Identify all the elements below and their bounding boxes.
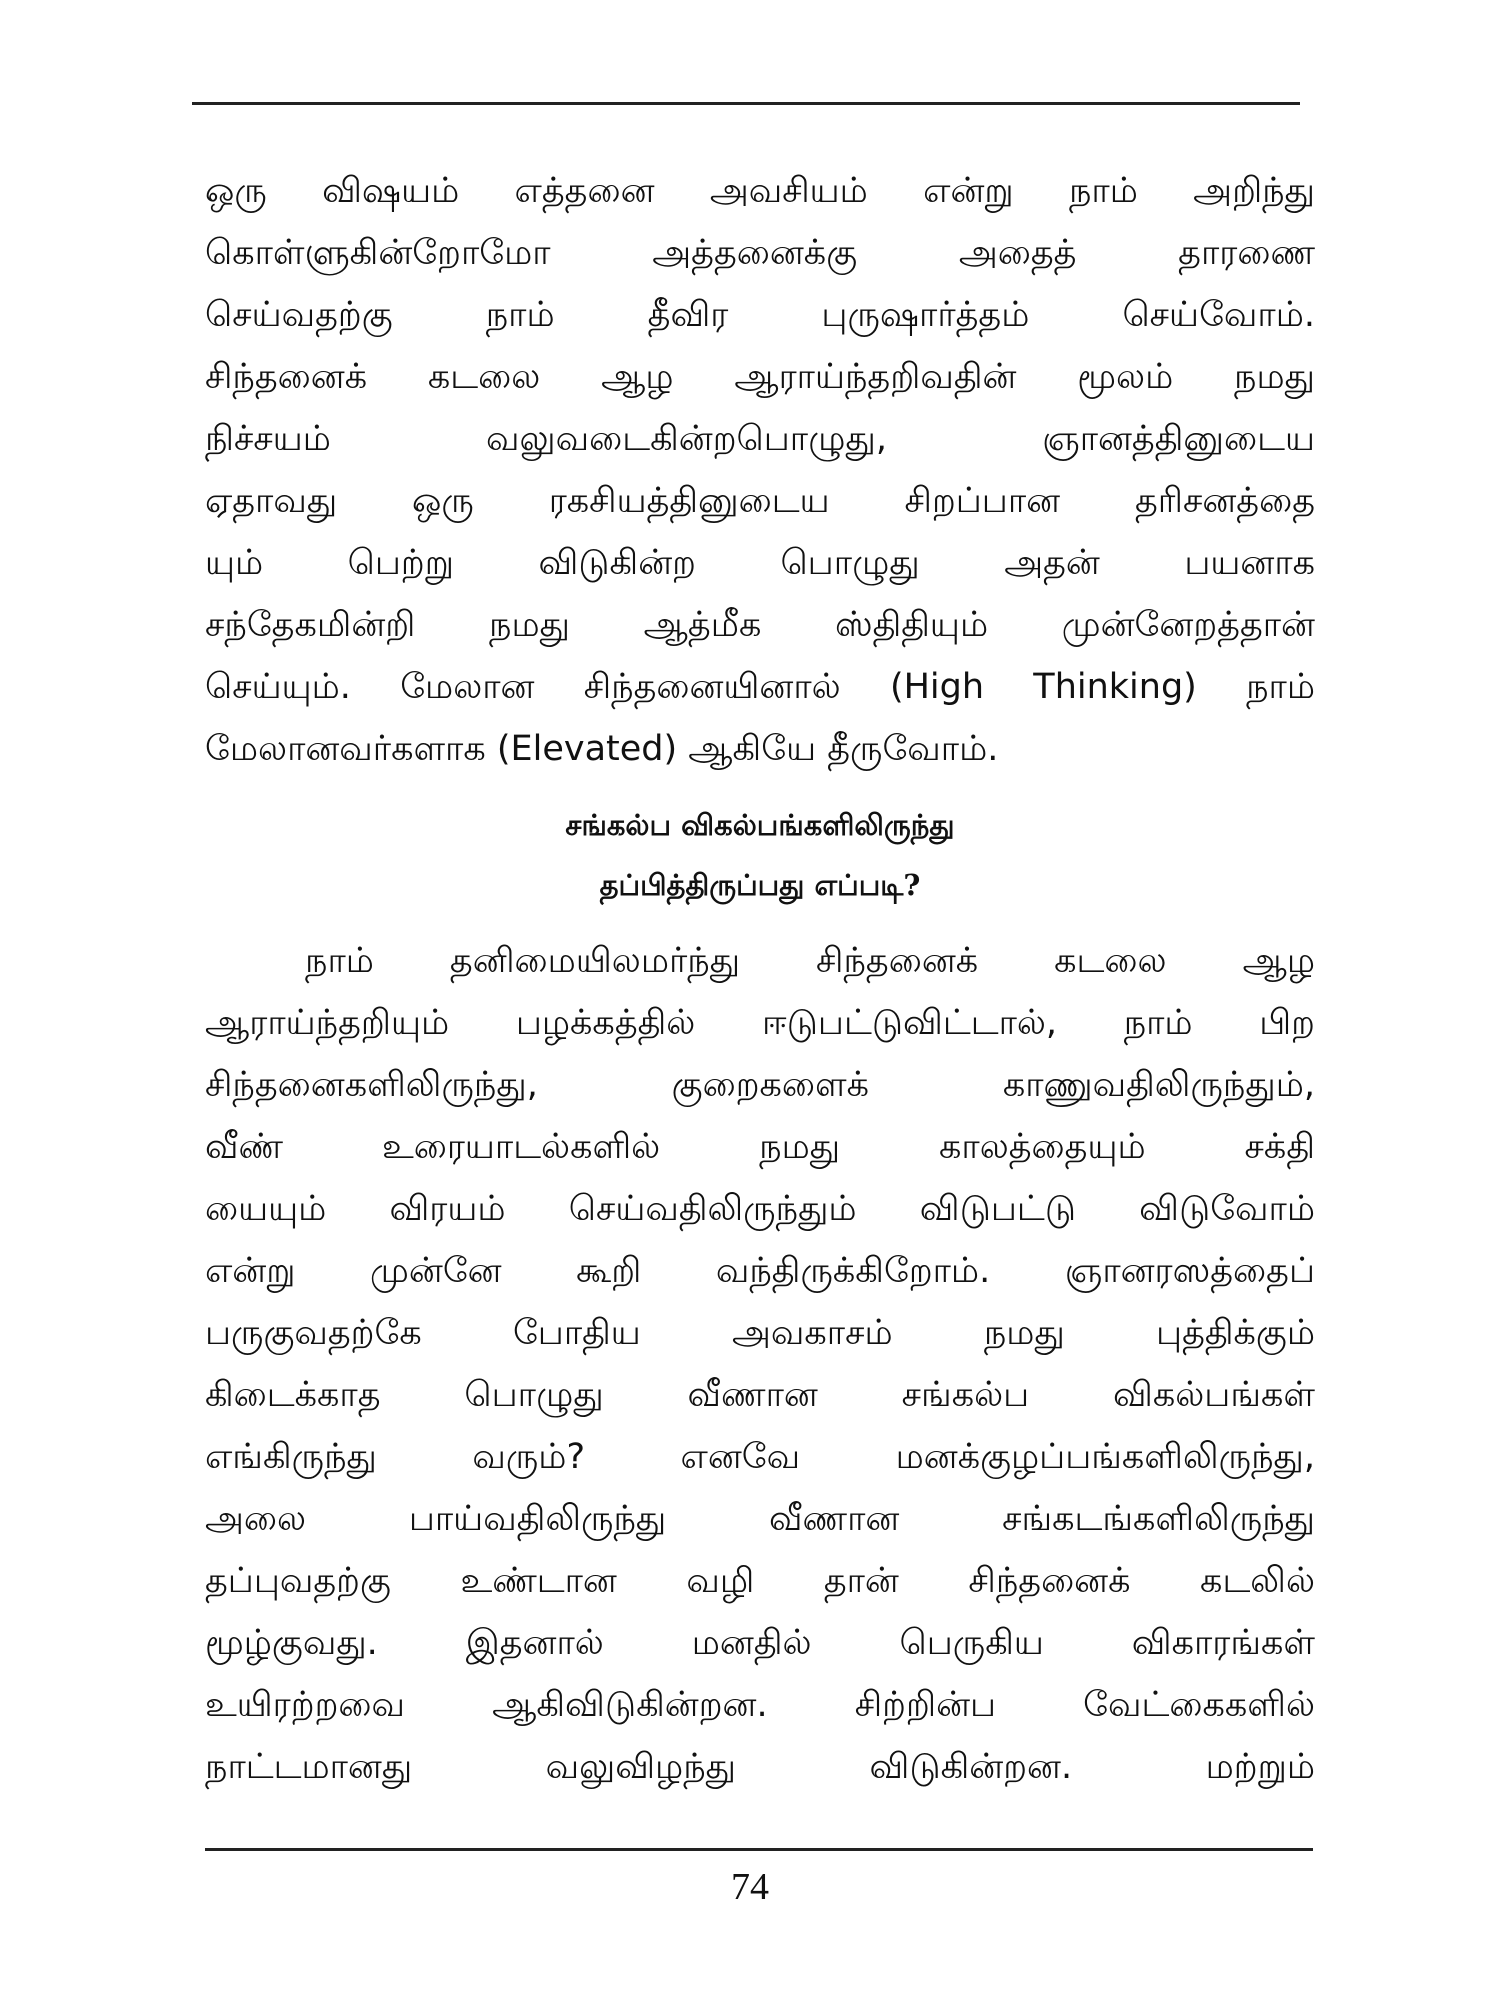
paragraph-2-line: சிந்தனைகளிலிருந்து, குறைகளைக் காணுவதிலிருந்தும், [205, 1065, 1315, 1105]
paragraph-2-line: உயிரற்றவை ஆகிவிடுகின்றன. சிற்றின்ப வேட்கைகளில் [205, 1685, 1315, 1725]
paragraph-2 [205, 930, 1315, 1798]
paragraph-2-line: தப்புவதற்கு உண்டான வழி தான் சிந்தனைக் கடலில் [205, 1561, 1315, 1601]
bottom-rule [205, 1848, 1313, 1851]
paragraph-2-line: பருகுவதற்கே போதிய அவகாசம் நமது புத்திக்கும் [205, 1313, 1315, 1353]
paragraph-1-line: ஒரு விஷயம் எத்தனை அவசியம் என்று நாம் அறிந்து [205, 171, 1315, 211]
paragraph-2-line: எங்கிருந்து வரும்? எனவே மனக்குழப்பங்களிலிருந்து, [205, 1437, 1315, 1477]
paragraph-2-line: வீண் உரையாடல்களில் நமது காலத்தையும் சக்தி [205, 1127, 1315, 1167]
top-rule [192, 102, 1300, 105]
paragraph-1-line: யும் பெற்று விடுகின்ற பொழுது அதன் பயனாக [205, 543, 1315, 583]
paragraph-1-line: செய்வதற்கு நாம் தீவிர புருஷார்த்தம் செய்வோம். [205, 295, 1315, 335]
paragraph-2-line: யையும் விரயம் செய்வதிலிருந்தும் விடுபட்டு விடுவோம் [205, 1189, 1315, 1229]
paragraph-2-line: நாட்டமானது வலுவிழந்து விடுகின்றன. மற்றும் [205, 1747, 1315, 1787]
paragraph-2-line: என்று முன்னே கூறி வந்திருக்கிறோம். ஞானரஸத்தைப் [205, 1251, 1315, 1291]
section-heading-line-1: சங்கல்ப விகல்பங்களிலிருந்து [565, 808, 955, 842]
page-number: 74 [731, 1866, 769, 1908]
paragraph-2-line: மூழ்குவது. இதனால் மனதில் பெருகிய விகாரங்கள் [205, 1623, 1315, 1663]
paragraph-1-line: சந்தேகமின்றி நமது ஆத்மீக ஸ்திதியும் முன்னேறத்தான் [205, 605, 1315, 645]
paragraph-1-line: நிச்சயம் வலுவடைகின்றபொழுது, ஞானத்தினுடைய [205, 419, 1315, 459]
paragraph-1-line: சிந்தனைக் கடலை ஆழ ஆராய்ந்தறிவதின் மூலம் நமது [205, 357, 1315, 397]
paragraph-1-line: ஏதாவது ஒரு ரகசியத்தினுடைய சிறப்பான தரிசனத்தை [205, 481, 1315, 521]
paragraph-2-line: அலை பாய்வதிலிருந்து வீணான சங்கடங்களிலிருந்து [205, 1499, 1315, 1539]
paragraph-2-line: நாம் தனிமையிலமர்ந்து சிந்தனைக் கடலை ஆழ [305, 941, 1315, 981]
paragraph-2-line: ஆராய்ந்தறியும் பழக்கத்தில் ஈடுபட்டுவிட்டால், நாம் பிற [205, 1003, 1315, 1043]
paragraph-1-line: மேலானவர்களாக (Elevated) ஆகியே தீருவோம். [205, 729, 999, 769]
paragraph-1-line: செய்யும். மேலான சிந்தனையினால் (High Thinking) நாம் [205, 667, 1315, 707]
paragraph-1-line: கொள்ளுகின்றோமோ அத்தனைக்கு அதைத் தாரணை [205, 233, 1315, 273]
paragraph-2-line: கிடைக்காத பொழுது வீணான சங்கல்ப விகல்பங்கள் [205, 1375, 1315, 1415]
paragraph-1 [205, 160, 1315, 780]
section-heading [205, 795, 1315, 915]
section-heading-line-2: தப்பித்திருப்பது எப்படி? [599, 868, 921, 902]
